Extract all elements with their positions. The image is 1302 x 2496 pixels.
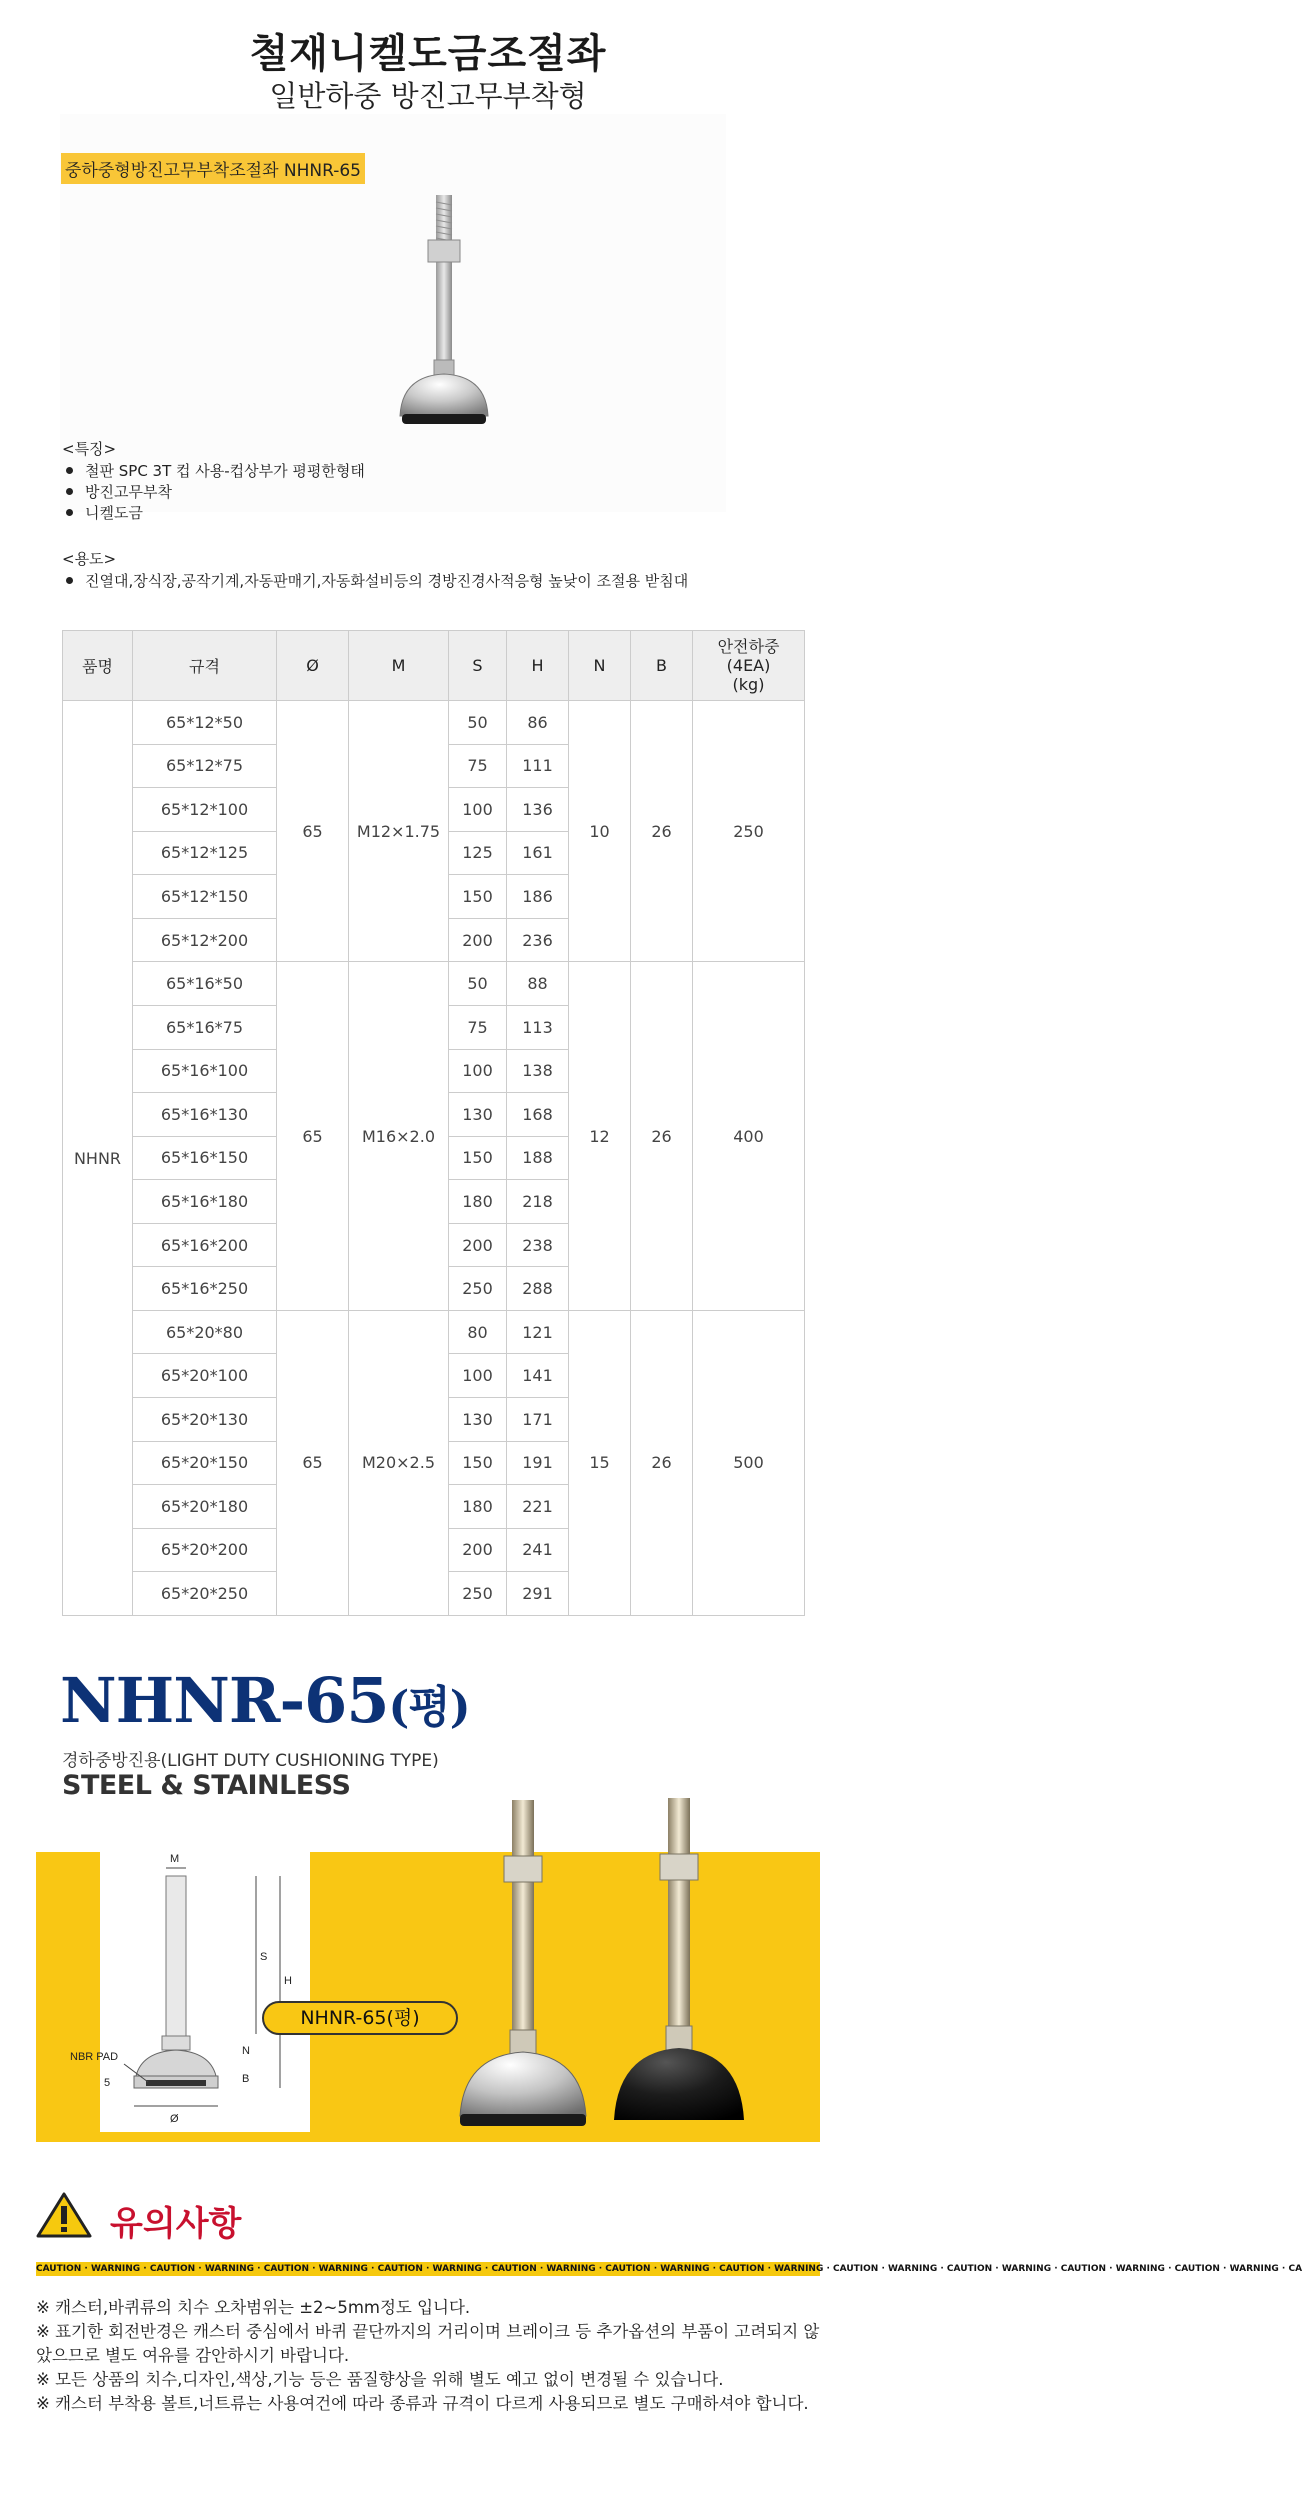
s-cell: 75 (449, 1005, 507, 1049)
size-cell: 65*16*50 (133, 962, 277, 1006)
bullet-icon (66, 577, 73, 584)
diagram-label-phi: Ø (170, 2113, 179, 2125)
h-cell: 111 (507, 744, 569, 788)
caution-note: ※ 캐스터 부착용 볼트,너트류는 사용여건에 따라 종류과 규격이 다르게 사용되므로 별도 구매하셔야 합니다. (36, 2394, 809, 2413)
feature-item: 철판 SPC 3T 컵 사용-컵상부가 평평한형태 (62, 460, 365, 481)
s-cell: 100 (449, 1354, 507, 1398)
diameter-cell: 65 (277, 701, 349, 962)
h-cell: 288 (507, 1267, 569, 1311)
col-header: M (349, 631, 449, 701)
load-cell: 250 (693, 701, 805, 962)
diameter-cell: 65 (277, 962, 349, 1311)
s-cell: 200 (449, 1223, 507, 1267)
caution-strip: CAUTION · WARNING · CAUTION · WARNING · CAUTION · WARNING · CAUTION · WARNING · CAUTION · WARNING · CAUTION · WARNING · CAUTION · WARNING · CAUTION · WARNING · CAUTION · WARNING · CAUTION · WARNING · CAUTION · WARNING · CA (36, 2264, 1302, 2274)
b-cell: 26 (631, 962, 693, 1311)
h-cell: 236 (507, 918, 569, 962)
size-cell: 65*20*80 (133, 1310, 277, 1354)
h-cell: 121 (507, 1310, 569, 1354)
s-cell: 180 (449, 1485, 507, 1529)
h-cell: 168 (507, 1093, 569, 1137)
brand-tagline: 경하중방진용(LIGHT DUTY CUSHIONING TYPE) (62, 1751, 439, 1771)
size-cell: 65*12*50 (133, 701, 277, 745)
table-row (63, 962, 805, 1006)
diagram-label-m: M (170, 1853, 180, 1865)
col-header: 안전하중 (4EA) (kg) (693, 631, 805, 701)
load-cell: 400 (693, 962, 805, 1311)
table-header-row (63, 631, 805, 701)
diagram-label-s: S (260, 1951, 268, 1963)
diagram-label-b: B (242, 2073, 250, 2085)
size-cell: 65*12*150 (133, 875, 277, 919)
h-cell: 161 (507, 831, 569, 875)
diagram-label-pad: NBR PAD (70, 2051, 119, 2063)
b-cell: 26 (631, 701, 693, 962)
h-cell: 113 (507, 1005, 569, 1049)
size-cell: 65*16*150 (133, 1136, 277, 1180)
size-cell: 65*12*200 (133, 918, 277, 962)
size-cell: 65*16*130 (133, 1093, 277, 1137)
s-cell: 200 (449, 1528, 507, 1572)
size-cell: 65*12*75 (133, 744, 277, 788)
h-cell: 218 (507, 1180, 569, 1224)
s-cell: 150 (449, 1136, 507, 1180)
h-cell: 241 (507, 1528, 569, 1572)
dimension-diagram (36, 1820, 336, 2150)
bullet-icon (66, 467, 73, 474)
table-row (63, 1310, 805, 1354)
thread-cell: M16×2.0 (349, 962, 449, 1311)
n-cell: 12 (569, 962, 631, 1311)
col-header: B (631, 631, 693, 701)
diameter-cell: 65 (277, 1310, 349, 1615)
s-cell: 250 (449, 1267, 507, 1311)
leveling-foot-image (390, 190, 500, 430)
material-label: STEEL & STAINLESS (62, 1770, 351, 1801)
size-cell: 65*16*250 (133, 1267, 277, 1311)
usage-item: 진열대,장식장,공작기계,자동판매기,자동화설비등의 경방진경사적응형 높낮이 조절용 받침대 (62, 570, 688, 591)
usage-heading: <용도> (62, 550, 117, 568)
brand-model-title: NHNR-65(평) (60, 1664, 470, 1737)
col-header: 품명 (63, 631, 133, 701)
page-subtitle: 일반하중 방진고무부착형 (269, 79, 587, 113)
bullet-icon (66, 488, 73, 495)
bullet-icon (66, 509, 73, 516)
s-cell: 100 (449, 788, 507, 832)
h-cell: 186 (507, 875, 569, 919)
h-cell: 86 (507, 701, 569, 745)
caution-note: ※ 모든 상품의 치수,디자인,색상,기능 등은 품질향상을 위해 별도 예고 없이 변경될 수 있습니다. (36, 2370, 724, 2389)
product-photo-steel-and-black (450, 1790, 770, 2150)
size-cell: 65*16*200 (133, 1223, 277, 1267)
size-cell: 65*16*100 (133, 1049, 277, 1093)
s-cell: 100 (449, 1049, 507, 1093)
size-cell: 65*12*100 (133, 788, 277, 832)
h-cell: 88 (507, 962, 569, 1006)
col-header: S (449, 631, 507, 701)
s-cell: 130 (449, 1398, 507, 1442)
size-cell: 65*20*250 (133, 1572, 277, 1616)
s-cell: 125 (449, 831, 507, 875)
warning-icon (36, 2190, 92, 2240)
s-cell: 180 (449, 1180, 507, 1224)
feature-item: 방진고무부착 (62, 481, 172, 502)
h-cell: 138 (507, 1049, 569, 1093)
b-cell: 26 (631, 1310, 693, 1615)
thread-cell: M12×1.75 (349, 701, 449, 962)
s-cell: 250 (449, 1572, 507, 1616)
size-cell: 65*20*200 (133, 1528, 277, 1572)
size-cell: 65*16*180 (133, 1180, 277, 1224)
thread-cell: M20×2.5 (349, 1310, 449, 1615)
size-cell: 65*12*125 (133, 831, 277, 875)
caution-note: ※ 캐스터,바퀴류의 치수 오차범위는 ±2~5mm정도 입니다. (36, 2298, 471, 2317)
diagram-label-n: N (242, 2045, 250, 2057)
table-row (63, 701, 805, 745)
s-cell: 80 (449, 1310, 507, 1354)
caution-title: 유의사항 (110, 2204, 242, 2244)
size-cell: 65*20*180 (133, 1485, 277, 1529)
col-header: N (569, 631, 631, 701)
diagram-label-h: H (284, 1975, 292, 1987)
h-cell: 191 (507, 1441, 569, 1485)
h-cell: 291 (507, 1572, 569, 1616)
size-cell: 65*20*130 (133, 1398, 277, 1442)
spec-table-body (63, 701, 805, 1616)
product-name-cell: NHNR (63, 701, 133, 1616)
size-cell: 65*20*100 (133, 1354, 277, 1398)
s-cell: 150 (449, 1441, 507, 1485)
s-cell: 150 (449, 875, 507, 919)
page-title: 철재니켈도금조절좌 (249, 31, 607, 77)
h-cell: 188 (507, 1136, 569, 1180)
diagram-label-5: 5 (104, 2077, 111, 2089)
s-cell: 50 (449, 962, 507, 1006)
h-cell: 238 (507, 1223, 569, 1267)
size-cell: 65*16*75 (133, 1005, 277, 1049)
s-cell: 75 (449, 744, 507, 788)
h-cell: 221 (507, 1485, 569, 1529)
s-cell: 200 (449, 918, 507, 962)
features-heading: <특징> (62, 440, 117, 458)
caution-note: ※ 표기한 회전반경은 캐스터 중심에서 바퀴 끝단까지의 거리이며 브레이크 등 추가옵션의 부품이 고려되지 않았으므로 별도 여유를 감안하시기 바랍니다. (36, 2322, 820, 2365)
feature-item: 니켈도금 (62, 502, 143, 523)
col-header: 규격 (133, 631, 277, 701)
col-header: Ø (277, 631, 349, 701)
product-model-label: 중하중형방진고무부착조절좌 NHNR-65 (61, 153, 365, 184)
col-header: H (507, 631, 569, 701)
s-cell: 130 (449, 1093, 507, 1137)
model-callout: NHNR-65(평) (262, 2001, 458, 2035)
spec-table (62, 630, 805, 1616)
h-cell: 141 (507, 1354, 569, 1398)
s-cell: 50 (449, 701, 507, 745)
h-cell: 136 (507, 788, 569, 832)
load-cell: 500 (693, 1310, 805, 1615)
n-cell: 10 (569, 701, 631, 962)
h-cell: 171 (507, 1398, 569, 1442)
size-cell: 65*20*150 (133, 1441, 277, 1485)
n-cell: 15 (569, 1310, 631, 1615)
